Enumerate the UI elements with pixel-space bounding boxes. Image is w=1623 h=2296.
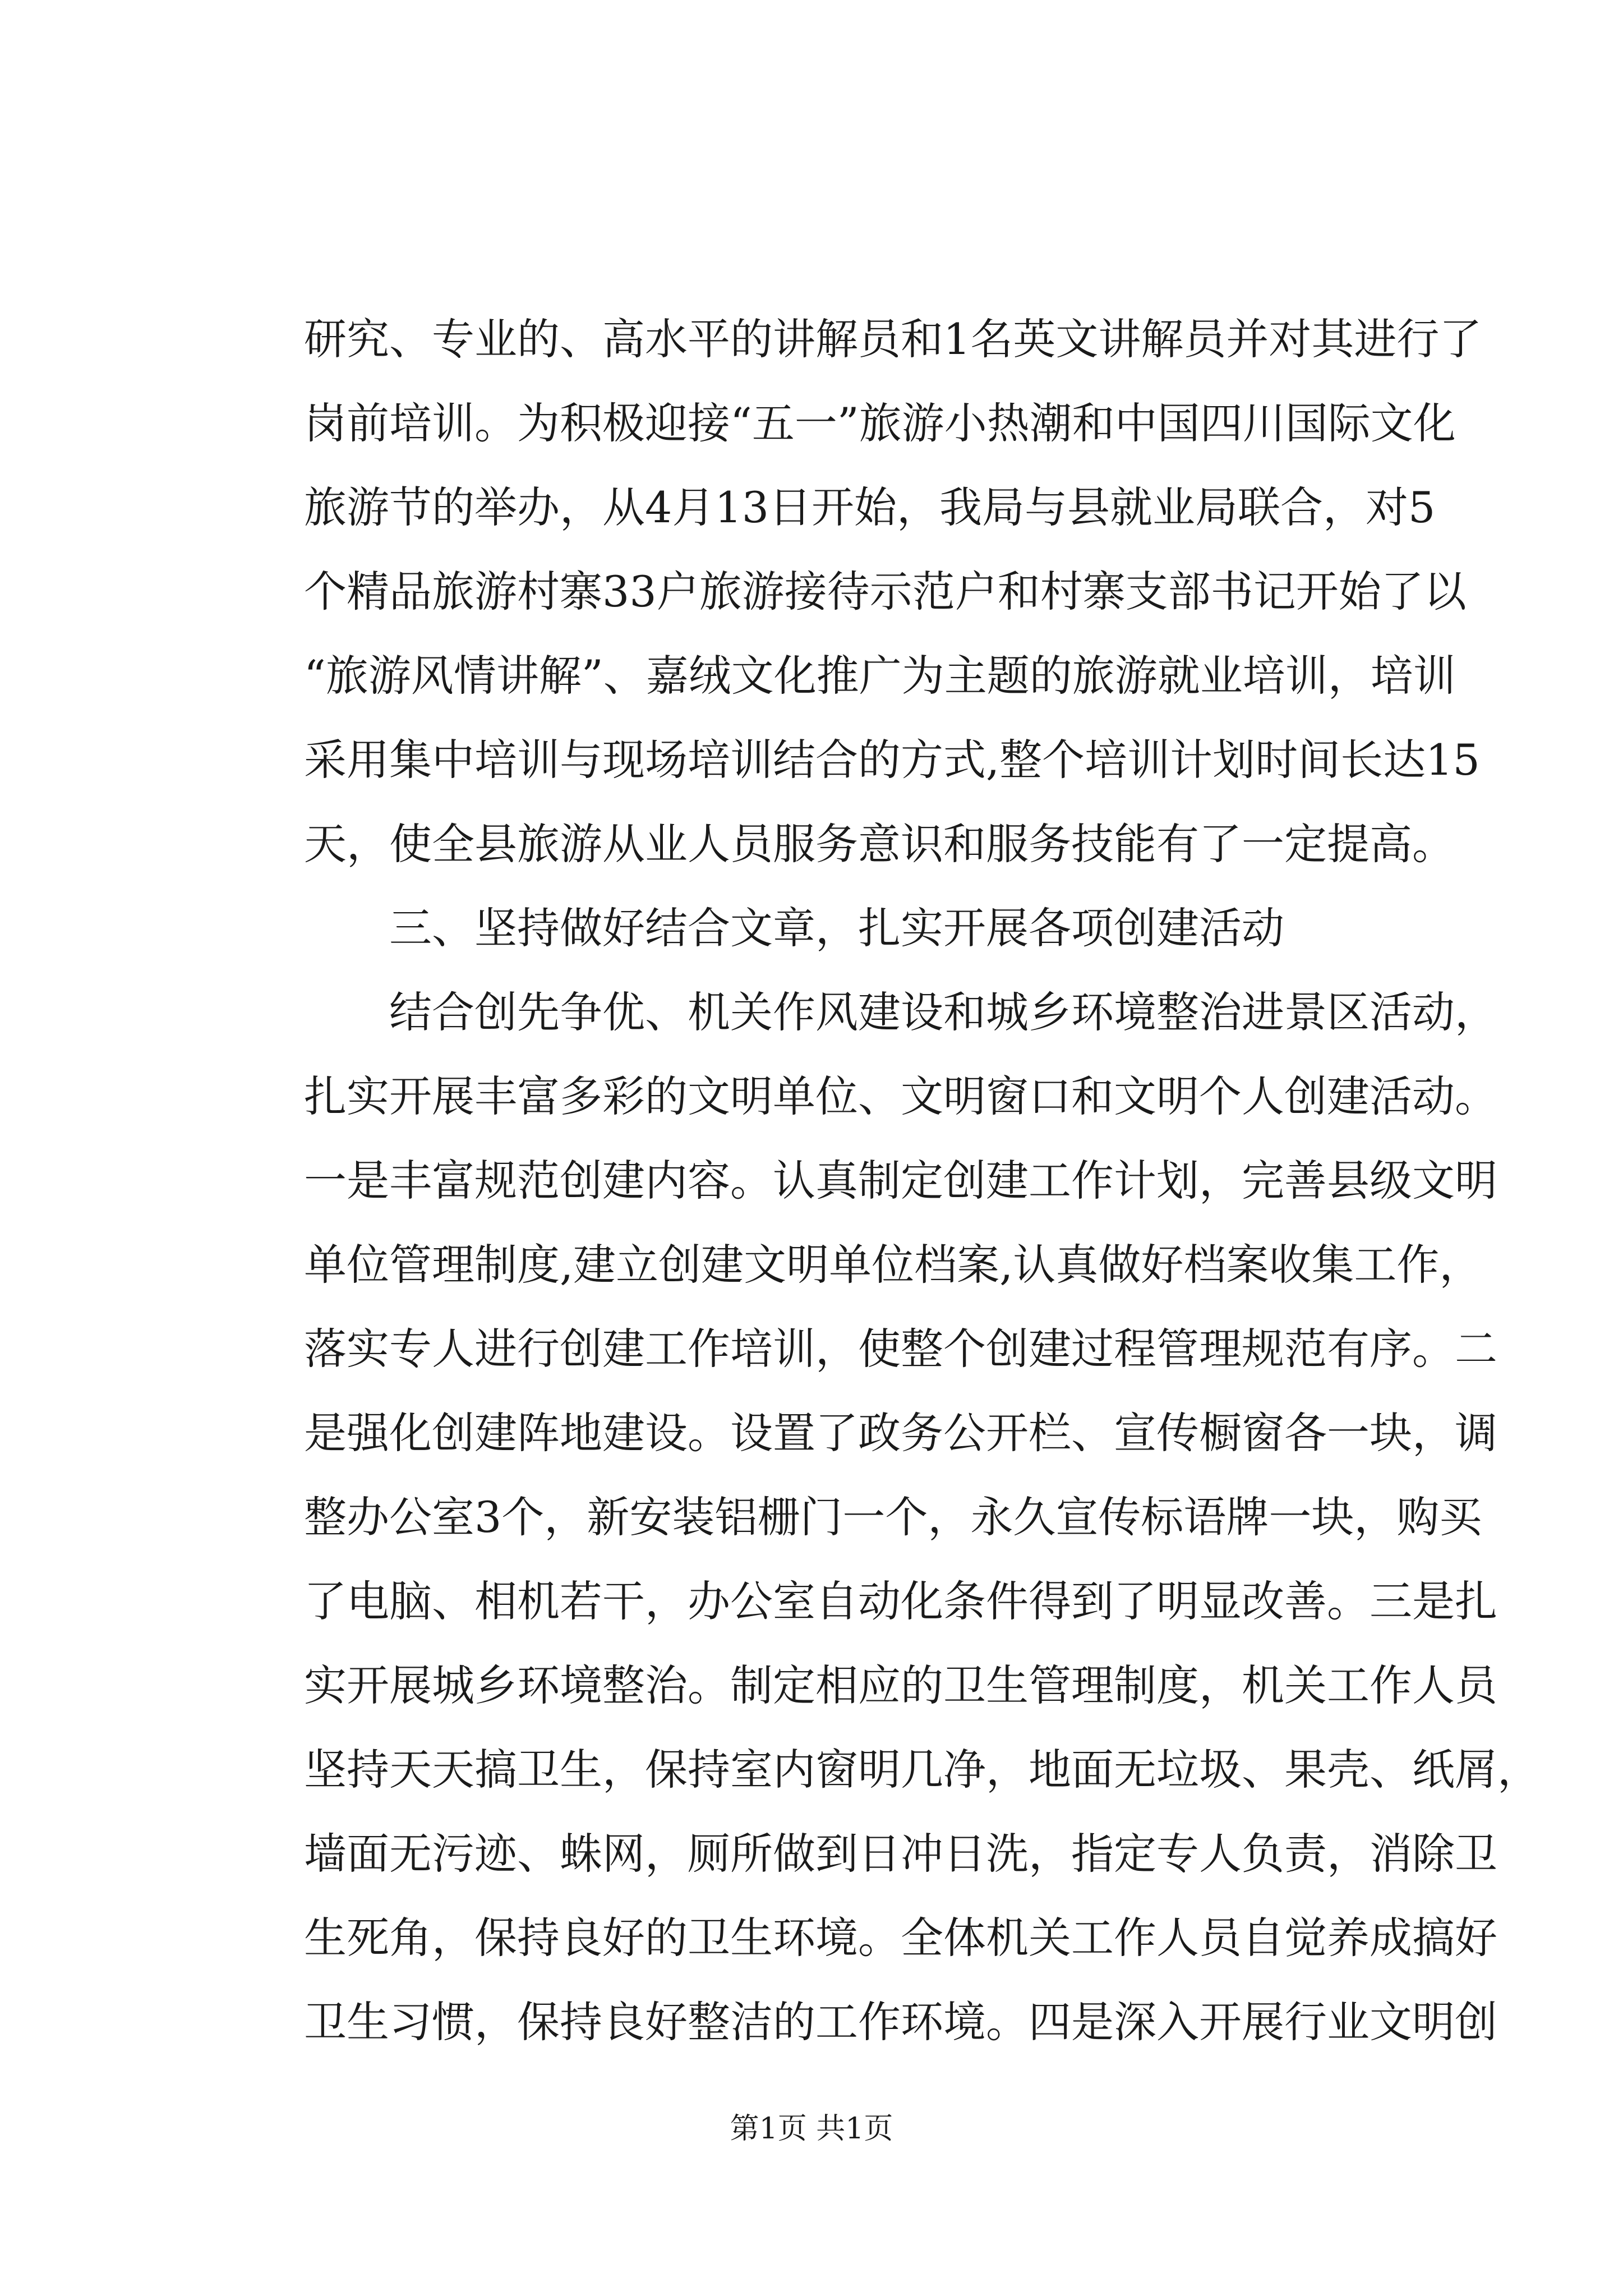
section-heading: 三、坚持做好结合文章，扎实开展各项创建活动	[389, 903, 1284, 953]
text-line-10: 扎实开展丰富多彩的文明单位、文明窗口和文明个人创建活动。	[304, 1071, 1497, 1121]
text-line-14: 是强化创建阵地建设。设置了政务公开栏、宣传橱窗各一块，调	[304, 1408, 1497, 1458]
text-line-17: 实开展城乡环境整治。制定相应的卫生管理制度，机关工作人员	[304, 1660, 1497, 1710]
text-line-19: 墙面无污迹、蛛网，厕所做到日冲日洗，指定专人负责，消除卫	[304, 1829, 1497, 1879]
text-line-5: “旅游风情讲解”、嘉绒文化推广为主题的旅游就业培训，培训	[304, 651, 1456, 701]
text-line-1: 研究、专业的、高水平的讲解员和1名英文讲解员并对其进行了	[304, 314, 1482, 364]
text-line-4: 个精品旅游村寨33户旅游接待示范户和村寨支部书记开始了以	[304, 567, 1467, 616]
text-line-11: 一是丰富规范创建内容。认真制定创建工作计划，完善县级文明	[304, 1156, 1497, 1205]
text-line-2: 岗前培训。为积极迎接“五一”旅游小热潮和中国四川国际文化	[304, 398, 1456, 448]
text-line-20: 生死角，保持良好的卫生环境。全体机关工作人员自觉养成搞好	[304, 1913, 1497, 1963]
text-line-15: 整办公室3个，新安装铝栅门一个，永久宣传标语牌一块，购买	[304, 1492, 1482, 1542]
text-line-6: 采用集中培训与现场培训结合的方式,整个培训计划时间长达15	[304, 735, 1480, 785]
text-line-7: 天，使全县旅游从业人员服务意识和服务技能有了一定提高。	[304, 819, 1455, 869]
text-line-9: 结合创先争优、机关作风建设和城乡环境整治进景区活动，	[389, 987, 1497, 1037]
text-line-16: 了电脑、相机若干，办公室自动化条件得到了明显改善。三是扎	[304, 1576, 1497, 1626]
page-footer: 第1页 共1页	[730, 2112, 893, 2146]
text-line-18: 坚持天天搞卫生，保持室内窗明几净，地面无垃圾、果壳、纸屑，	[304, 1745, 1540, 1795]
text-line-12: 单位管理制度,建立创建文明单位档案,认真做好档案收集工作，	[304, 1240, 1482, 1290]
text-line-13: 落实专人进行创建工作培训，使整个创建过程管理规范有序。二	[304, 1324, 1497, 1374]
text-line-21: 卫生习惯，保持良好整洁的工作环境。四是深入开展行业文明创	[304, 1997, 1497, 2047]
text-line-3: 旅游节的举办，从4月13日开始，我局与县就业局联合，对5	[304, 482, 1436, 532]
